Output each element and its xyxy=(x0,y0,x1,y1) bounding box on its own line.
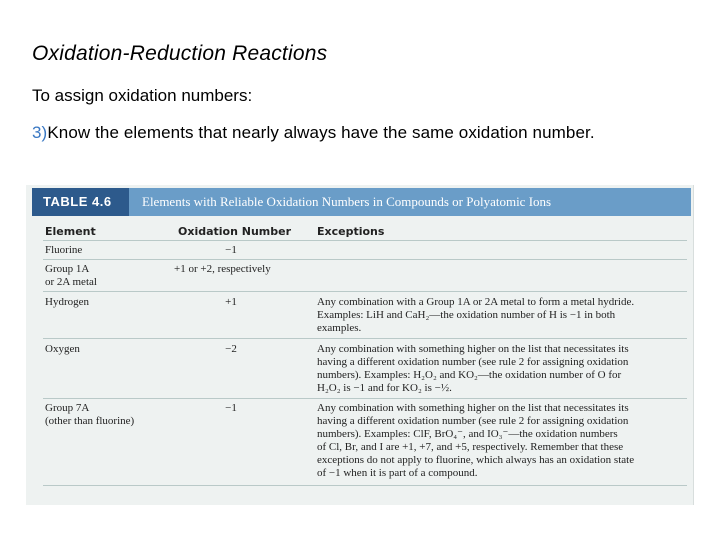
row-group7a-element-line1: Group 7A xyxy=(45,402,90,414)
step-number: 3) xyxy=(32,123,48,142)
step-line xyxy=(32,123,595,143)
column-header-oxidation-number: Oxidation Number xyxy=(178,225,292,238)
row-fluorine-element: Fluorine xyxy=(45,244,83,256)
row-divider xyxy=(43,398,687,399)
row-hydrogen-element: Hydrogen xyxy=(45,296,89,308)
exception-line: numbers). Examples: ClF, BrO₄⁻, and IO₃⁻—the oxidation numbers xyxy=(317,428,618,440)
oxidation-table xyxy=(26,185,694,505)
exception-line: having a different oxidation number (see rule 2 for assigning oxidation xyxy=(317,415,629,427)
row-group1a-element-line1: Group 1A xyxy=(45,263,90,275)
step-text: Know the elements that nearly always have the same oxidation number. xyxy=(47,123,595,142)
row-group1a-element-line2: or 2A metal xyxy=(45,276,97,288)
exception-line: of Cl, Br, and I are +1, +7, and +5, respectively. Remember that these xyxy=(317,441,624,453)
row-group7a-oxidation: −1 xyxy=(225,402,237,414)
column-header-element: Element xyxy=(45,225,96,238)
exception-line: Any combination with something higher on the list that necessitates its xyxy=(317,402,629,414)
row-divider xyxy=(43,291,687,292)
exception-line: examples. xyxy=(317,322,362,334)
table-title-bar xyxy=(32,188,691,216)
row-hydrogen-oxidation: +1 xyxy=(225,296,237,308)
row-group1a-oxidation: +1 or +2, respectively xyxy=(174,263,271,275)
exception-line: Any combination with something higher on the list that necessitates its xyxy=(317,343,629,355)
row-oxygen-element: Oxygen xyxy=(45,343,80,355)
row-oxygen-exceptions xyxy=(317,343,672,395)
exception-line: having a different oxidation number (see rule 2 for assigning oxidation xyxy=(317,356,629,368)
table-tag: TABLE 4.6 xyxy=(32,188,129,216)
intro-line: To assign oxidation numbers: xyxy=(32,86,253,105)
header-divider xyxy=(43,240,687,241)
exception-line: exceptions do not apply to fluorine, which always has an oxidation state xyxy=(317,454,635,466)
row-fluorine-oxidation: −1 xyxy=(225,244,237,256)
exception-line: numbers). Examples: H₂O₂ and KO₂—the oxidation number of O for xyxy=(317,369,622,381)
column-header-exceptions: Exceptions xyxy=(317,225,385,238)
exception-line: H₂O₂ is −1 and for KO₂ is −½. xyxy=(317,382,452,394)
exception-line: Any combination with a Group 1A or 2A metal to form a metal hydride. xyxy=(317,296,635,308)
table-heading: Elements with Reliable Oxidation Numbers in Compounds or Polyatomic Ions xyxy=(142,194,552,209)
slide-title: Oxidation-Reduction Reactions xyxy=(32,42,328,65)
row-oxygen-oxidation: −2 xyxy=(225,343,237,355)
table-bottom-rule xyxy=(43,485,687,486)
exception-line: Examples: LiH and CaH₂—the oxidation number of H is −1 in both xyxy=(317,309,616,321)
exception-line: of −1 when it is part of a compound. xyxy=(317,467,478,479)
row-hydrogen-exceptions xyxy=(317,296,672,335)
row-divider xyxy=(43,259,687,260)
row-group7a-exceptions xyxy=(317,402,672,480)
row-group7a-element-line2: (other than fluorine) xyxy=(45,415,135,427)
row-divider xyxy=(43,338,687,339)
